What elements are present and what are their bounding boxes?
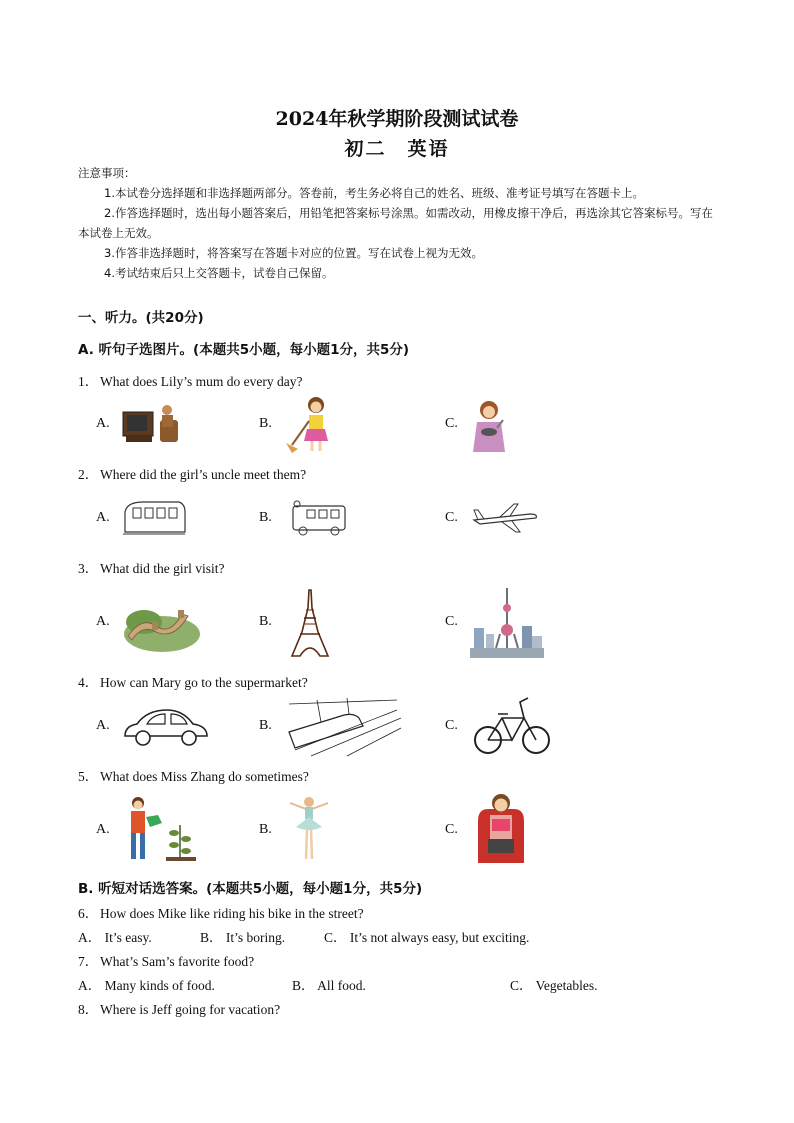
note-item-4: 4.考试结束后只上交答题卡，试卷自己保留。: [104, 266, 334, 280]
question-number: 4．: [78, 675, 99, 690]
q2-option-c: C.: [445, 510, 458, 525]
part-b-title: B. 听短对话选答案。(本题共5小题，每小题1分，共5分): [78, 881, 423, 897]
question-1: [78, 370, 302, 390]
note-item-1: 1.本试卷分选择题和非选择题两部分。答卷前，考生务必将自己的姓名、班级、准考证号填写在答题卡上。: [104, 186, 644, 200]
q5-option-c: C.: [445, 822, 458, 837]
question-number: 5．: [78, 769, 99, 784]
q3-option-c: C.: [445, 614, 458, 629]
q4-option-b: B.: [259, 718, 272, 733]
question-7: [78, 950, 254, 970]
question-text: What does Lily’s mum do every day?: [100, 374, 303, 389]
question-number: 8．: [78, 1002, 99, 1017]
q4-option-a: A.: [96, 718, 110, 733]
high-speed-train-icon: [287, 696, 403, 758]
q3-option-b: B.: [259, 614, 272, 629]
question-number: 3．: [78, 561, 99, 576]
ballet-dancer-icon: [286, 793, 332, 865]
question-3: [78, 557, 224, 577]
q2-option-b: B.: [259, 510, 272, 525]
q1-option-c: C.: [445, 416, 458, 431]
notes-heading: 注意事项：: [78, 166, 136, 180]
great-wall-icon: [122, 596, 202, 654]
question-2: [78, 463, 306, 483]
note-item-2: 2.作答选择题时，选出每小题答案后，用铅笔把答案标号涂黑。如需改动，用橡皮擦干净后，再选涂其它答案标号。写在本试卷上无效。: [78, 206, 713, 240]
q2-option-a: A.: [96, 510, 110, 525]
bicycle-icon: [472, 694, 552, 758]
q6-option-c: C． It’s not always easy, but exciting.: [324, 930, 530, 945]
question-text: How can Mary go to the supermarket?: [100, 675, 308, 690]
question-text: How does Mike like riding his bike in the street?: [100, 906, 364, 921]
question-text: What does Miss Zhang do sometimes?: [100, 769, 309, 784]
q4-option-c: C.: [445, 718, 458, 733]
q1-option-b: B.: [259, 416, 272, 431]
question-5: [78, 765, 309, 785]
oriental-pearl-tower-icon: [470, 586, 544, 658]
q1-option-a: A.: [96, 416, 110, 431]
question-8: [78, 998, 280, 1018]
airplane-icon: [470, 500, 540, 536]
question-text: Where did the girl’s uncle meet them?: [100, 467, 307, 482]
notes-block: [78, 163, 720, 283]
q6-option-b: B． It’s boring.: [200, 930, 286, 945]
note-item-3: 3.作答非选择题时，将答案写在答题卡对应的位置。写在试卷上视为无效。: [104, 246, 483, 260]
woman-cooking-icon: [463, 398, 519, 454]
q7-option-c: C． Vegetables.: [510, 978, 598, 993]
exam-title: 2024年秋学期阶段测试试卷: [275, 108, 519, 130]
woman-watering-plants-icon: [122, 795, 202, 865]
q5-option-a: A.: [96, 822, 110, 837]
q5-option-b: B.: [259, 822, 272, 837]
question-6: [78, 902, 364, 922]
eiffel-tower-icon: [288, 588, 332, 658]
man-watching-tv-icon: [120, 398, 182, 448]
part-a-title: A. 听句子选图片。(本题共5小题，每小题1分，共5分): [78, 342, 410, 358]
car-icon: [121, 704, 211, 748]
question-text: What did the girl visit?: [100, 561, 225, 576]
q7-option-a: A． Many kinds of food.: [78, 978, 215, 993]
question-number: 7．: [78, 954, 99, 969]
question-number: 1．: [78, 374, 99, 389]
question-number: 2．: [78, 467, 99, 482]
section-listening-title: 一、听力。(共20分): [78, 310, 204, 326]
question-text: Where is Jeff going for vacation?: [100, 1002, 281, 1017]
woman-reading-icon: [472, 791, 530, 865]
question-text: What’s Sam’s favorite food?: [100, 954, 255, 969]
q7-option-b: B． All food.: [292, 978, 366, 993]
q6-option-a: A． It’s easy.: [78, 930, 152, 945]
question-number: 6．: [78, 906, 99, 921]
q3-option-a: A.: [96, 614, 110, 629]
train-icon: [121, 498, 187, 538]
bus-icon: [287, 500, 349, 538]
girl-sweeping-icon: [282, 395, 338, 455]
question-4: [78, 671, 308, 691]
exam-subtitle: 初二 英语: [344, 138, 450, 160]
